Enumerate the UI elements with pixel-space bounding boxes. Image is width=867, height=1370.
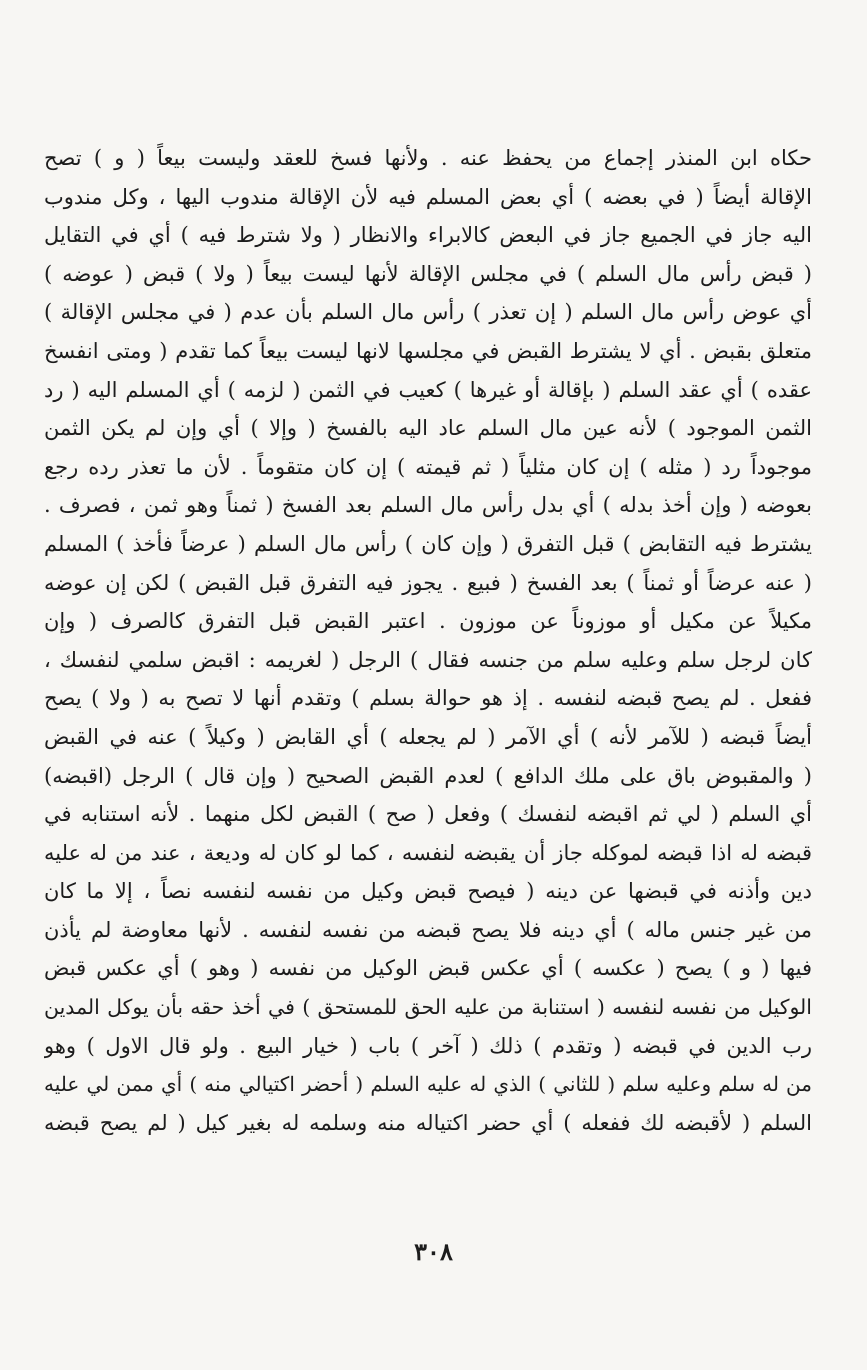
text-line: ففعل . لم يصح قبضه لنفسه . إذ هو حوالة بسلم ) وتقدم أنها لا تصح به ( ولا ) يصح bbox=[44, 686, 812, 711]
body-text bbox=[44, 139, 812, 1142]
text-line: ( قبض رأس مال السلم ) في مجلس الإقالة لأنها ليست بيعاً ( ولا ) قبض ( عوضه ) bbox=[44, 261, 812, 286]
text-line: يشترط فيه التقابض ) قبل التفرق ( وإن كان ) رأس مال السلم ( عرضاً فأخذ ) المسلم bbox=[44, 531, 812, 556]
text-line: قبضه له اذا قبضه لموكله جاز أن يقبضه لنفسه ، كما لو كان له وديعة ، عند من له عليه bbox=[44, 840, 812, 865]
text-line: الوكيل من نفسه لنفسه ( استنابة من عليه الحق للمستحق ) في أخذ حقه بأن يوكل المدين bbox=[44, 995, 812, 1020]
text-line: بعوضه ( وإن أخذ بدله ) أي بدل رأس مال السلم بعد الفسخ ( ثمناً وهو ثمن ، فصرف . bbox=[44, 493, 812, 518]
text-line: رب الدين في قبضه ( وتقدم ) ذلك ( آخر ) باب ( خيار البيع . ولو قال الاول ) وهو bbox=[44, 1033, 812, 1058]
text-line: اليه جاز في الجميع جاز في البعض كالابراء والانظار ( ولا شترط فيه ) أي في التقايل bbox=[44, 223, 812, 248]
text-line: موجوداً رد ( مثله ) إن كان مثلياً ( ثم قيمته ) إن كان متقوماً . لأن ما تعذر رده رجع bbox=[44, 454, 812, 479]
text-line: الإقالة أيضاً ( في بعضه ) أي بعض المسلم فيه لأن الإقالة مندوب اليها ، وكل مندوب bbox=[44, 184, 812, 209]
text-line: أيضاً قبضه ( للآمر لأنه ) أي الآمر ( لم يجعله ) أي القابض ( وكيلاً ) عنه في القبض bbox=[44, 724, 812, 749]
text-line: كان لرجل سلم وعليه سلم من جنسه فقال ) الرجل ( لغريمه : اقبض سلمي لنفسك ، bbox=[44, 647, 812, 672]
text-line: أي السلم ( لي ثم اقبضه لنفسك ) وفعل ( صح ) القبض لكل منهما . لأنه استنابه في bbox=[44, 802, 812, 827]
text-line: فيها ( و ) يصح ( عكسه ) أي عكس قبض الوكيل من نفسه ( وهو ) أي عكس قبض bbox=[44, 956, 812, 981]
text-line: السلم ( لأقبضه لك ففعله ) أي حضر اكتياله منه وسلمه له بغير كيل ( لم يصح قبضه bbox=[44, 1110, 812, 1135]
text-line: أي عوض رأس مال السلم ( إن تعذر ) رأس مال السلم بأن عدم ( في مجلس الإقالة ) bbox=[44, 300, 812, 325]
text-line: مكيلاً عن مكيل أو موزوناً عن موزون . اعتبر القبض قبل التفرق كالصرف ( وإن bbox=[44, 609, 812, 634]
text-line: الثمن الموجود ) لأنه عين مال السلم عاد اليه بالفسخ ( وإلا ) أي وإن لم يكن الثمن bbox=[44, 416, 812, 441]
text-line: ( والمقبوض باق على ملك الدافع ) لعدم القبض الصحيح ( وإن قال ) الرجل (اقبضه) bbox=[44, 763, 812, 788]
text-line: من له سلم وعليه سلم ( للثاني ) الذي له عليه السلم ( أحضر اكتيالي منه ) أي ممن لي عليه bbox=[44, 1072, 812, 1097]
page-number: ٣٠٨ bbox=[414, 1237, 453, 1266]
text-line: دين وأذنه في قبضها عن دينه ( فيصح قبض وكيل من نفسه لنفسه نصاً ، إلا ما كان bbox=[44, 879, 812, 904]
text-line: ( عنه عرضاً أو ثمناً ) بعد الفسخ ( فبيع . يجوز فيه التفرق قبل القبض ) لكن إن عوضه bbox=[44, 570, 812, 595]
text-line: من غير جنس ماله ) أي دينه فلا يصح قبضه من نفسه لنفسه . لأنها معاوضة لم يأذن bbox=[44, 917, 812, 942]
text-line: متعلق بقبض . أي لا يشترط القبض في مجلسها لانها ليست بيعاً كما تقدم ( ومتى انفسخ bbox=[44, 338, 812, 363]
text-line: عقده ) أي عقد السلم ( بإقالة أو غيرها ) كعيب في الثمن ( لزمه ) أي المسلم اليه ( رد bbox=[44, 377, 812, 402]
text-line: حكاه ابن المنذر إجماع من يحفظ عنه . ولأنها فسخ للعقد وليست بيعاً ( و ) تصح bbox=[44, 146, 812, 170]
